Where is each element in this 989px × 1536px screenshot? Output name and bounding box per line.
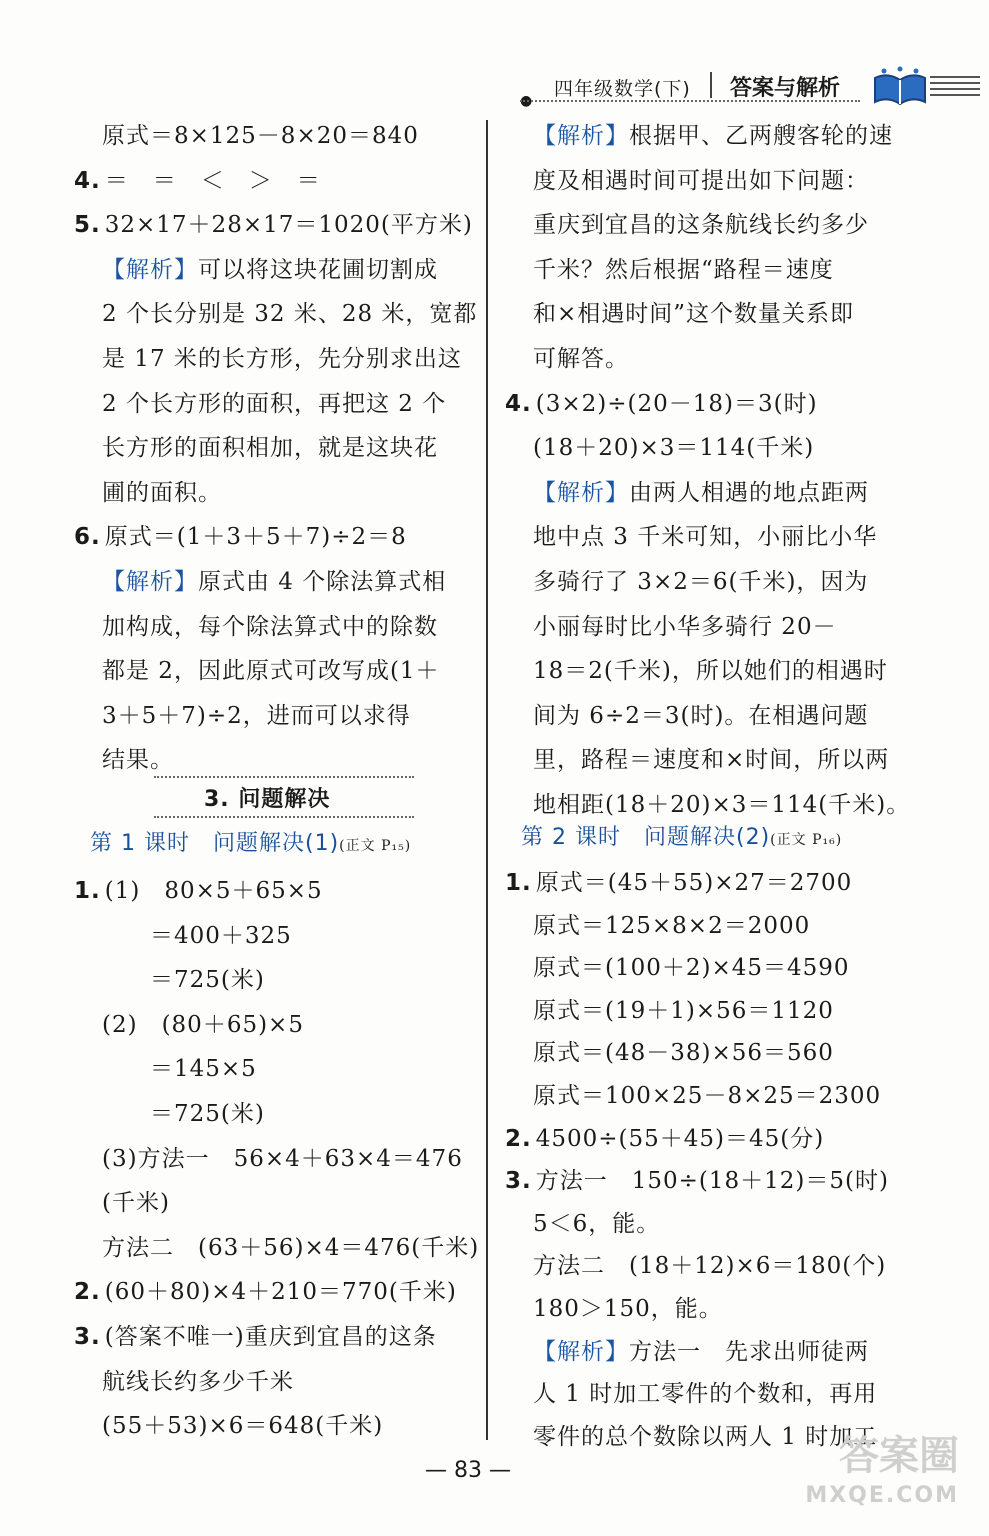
line-text: 零件的总个数除以两人 1 时加工	[533, 1423, 878, 1450]
analysis-tag: 【解析】	[102, 569, 198, 595]
line-text: 5＜6，能。	[533, 1210, 661, 1237]
text-line	[102, 251, 438, 284]
text-line	[533, 474, 869, 507]
line-text: (答案不唯一)重庆到宜昌的这条	[104, 1324, 437, 1350]
line-text: 结果。	[102, 747, 174, 774]
text-line	[533, 1375, 877, 1408]
text-line	[505, 385, 818, 418]
line-text: 地中点 3 千米可知，小丽比小华	[533, 524, 878, 551]
text-line	[102, 697, 411, 730]
text-line	[102, 563, 446, 596]
line-text: 度及相遇时间可提出如下问题：	[533, 167, 869, 194]
item-number: 2.	[505, 1125, 532, 1152]
text-line	[102, 385, 446, 418]
page-number: — 83 —	[425, 1458, 511, 1483]
text-line	[102, 1229, 479, 1262]
line-text: 根据甲、乙两艘客轮的速	[629, 123, 893, 149]
line-text: 可以将这块花圃切割成	[198, 256, 438, 283]
text-line	[505, 1120, 824, 1153]
text-line	[102, 1363, 294, 1396]
text-line	[102, 295, 477, 328]
open-book-icon	[870, 66, 930, 106]
line-text: 方法二 (18＋12)×6＝180(个)	[533, 1253, 887, 1280]
text-line	[102, 1140, 463, 1173]
line-text: 由两人相遇的地点距两	[629, 479, 869, 506]
text-line	[74, 206, 473, 239]
text-line	[74, 872, 323, 905]
text-line	[102, 340, 462, 373]
line-text: ＝725(米)	[102, 967, 265, 994]
line-text: (千米)	[102, 1190, 170, 1217]
line-text: 和×相遇时间”这个数量关系即	[533, 301, 855, 328]
item-number: 5.	[74, 212, 101, 239]
line-text: 原式由 4 个除法算式相	[198, 569, 447, 595]
line-text: ＝400＋325	[102, 922, 292, 949]
text-line	[533, 206, 869, 239]
line-text: (3×2)÷(20－18)＝3(时)	[535, 390, 818, 417]
header-stripes	[930, 76, 980, 100]
line-text: (3)方法一 56×4＋63×4＝476	[102, 1145, 463, 1172]
text-line	[102, 1184, 170, 1217]
line-text: 圃的面积。	[102, 479, 222, 506]
item-number: 1.	[74, 878, 101, 904]
text-line	[74, 1273, 457, 1306]
text-line	[74, 162, 321, 195]
text-line	[533, 1247, 886, 1280]
line-text: 地相距(18＋20)×3＝114(千米)。	[533, 792, 911, 818]
item-number: 3.	[74, 1324, 101, 1350]
analysis-tag: 【解析】	[533, 1338, 629, 1365]
line-text: 原式＝(48－38)×56＝560	[533, 1040, 834, 1067]
line-text: 方法一 先求出师徒两	[629, 1338, 869, 1365]
text-line	[533, 741, 889, 774]
line-text: (2) (80＋65)×5	[102, 1011, 304, 1038]
line-text: 都是 2，因此原式可改写成(1＋	[102, 658, 440, 685]
text-line	[102, 608, 438, 641]
line-text: 方法一 150÷(18＋12)＝5(时)	[535, 1168, 889, 1195]
text-line	[102, 1407, 383, 1440]
lesson-title: 第 2 课时 问题解决(2)(正文 P₁₆)	[521, 825, 843, 850]
section-title: 3. 问题解决	[204, 787, 331, 812]
text-line	[533, 1077, 881, 1110]
line-text: 原式＝100×25－8×25＝2300	[533, 1083, 882, 1109]
text-line	[505, 1162, 889, 1195]
line-text: 180＞150，能。	[533, 1296, 723, 1322]
text-line	[102, 1095, 265, 1128]
item-number: 4.	[74, 167, 101, 194]
line-text: 加构成，每个除法算式中的除数	[102, 613, 438, 640]
column-divider	[486, 120, 488, 1440]
line-text: 重庆到宜昌的这条航线长约多少	[533, 212, 869, 239]
item-number: 4.	[505, 390, 532, 417]
line-text: 里，路程＝速度和×时间，所以两	[533, 747, 890, 774]
text-line	[74, 1318, 437, 1351]
line-text: 航线长约多少千米	[102, 1368, 294, 1395]
text-line	[533, 563, 868, 596]
text-line	[74, 518, 407, 551]
line-text: 原式＝8×125－8×20＝840	[102, 123, 419, 149]
line-text: (60＋80)×4＋210＝770(千米)	[104, 1279, 457, 1306]
line-text: (18＋20)×3＝114(千米)	[533, 435, 815, 462]
header-section: 答案与解析	[730, 76, 841, 101]
line-text: 32×17＋28×17＝1020(平方米)	[104, 212, 473, 239]
line-text: 3＋5＋7)÷2，进而可以求得	[102, 702, 411, 729]
line-text: 千米？然后根据“路程＝速度	[533, 256, 834, 283]
text-line	[533, 429, 814, 462]
analysis-tag: 【解析】	[102, 256, 198, 283]
dot-icon: ●	[520, 93, 533, 109]
header-divider	[710, 72, 712, 98]
line-text: 长方形的面积相加，就是这块花	[102, 435, 438, 462]
analysis-tag: 【解析】	[533, 479, 629, 506]
text-line	[533, 652, 888, 685]
line-text: ＝725(米)	[102, 1101, 265, 1127]
header-grade: 四年级数学(下)	[554, 78, 691, 100]
text-line	[102, 741, 174, 774]
text-line	[533, 117, 893, 150]
lesson-title: 第 1 课时 问题解决(1)(正文 P₁₅)	[90, 831, 412, 856]
text-line	[102, 917, 292, 950]
line-text: 18＝2(千米)，所以她们的相遇时	[533, 658, 888, 685]
text-line	[533, 949, 850, 982]
text-line	[533, 1333, 869, 1366]
line-text: 4500÷(55＋45)＝45(分)	[535, 1125, 825, 1152]
text-line	[533, 1205, 660, 1238]
text-line	[533, 608, 837, 641]
text-line	[533, 992, 834, 1025]
section-divider	[154, 776, 414, 778]
text-line	[533, 251, 834, 284]
line-text: 2 个长方形的面积，再把这 2 个	[102, 390, 447, 417]
text-line	[102, 961, 265, 994]
line-text: ＝145×5	[102, 1056, 257, 1083]
page-reference: (正文 P₁₆)	[770, 832, 843, 848]
line-text: 原式＝125×8×2＝2000	[533, 912, 811, 939]
analysis-tag: 【解析】	[533, 123, 629, 149]
line-text: 方法二 (63＋56)×4＝476(千米)	[102, 1234, 480, 1261]
line-text: 小丽每时比小华多骑行 20－	[533, 613, 837, 640]
line-text: (1) 80×5＋65×5	[104, 878, 323, 904]
text-line	[102, 429, 438, 462]
watermark-logo: 答案圈 MXQE.COM	[805, 1433, 959, 1508]
line-text: 多骑行了 3×2＝6(千米)，因为	[533, 569, 869, 595]
line-text: ＝ ＝ ＜ ＞ ＝	[104, 167, 321, 194]
text-line	[533, 340, 629, 373]
text-line	[505, 864, 852, 897]
page-reference: (正文 P₁₅)	[339, 838, 412, 854]
item-number: 3.	[505, 1168, 532, 1195]
text-line	[102, 1050, 257, 1083]
text-line	[102, 117, 419, 150]
line-text: 原式＝(100＋2)×45＝4590	[533, 955, 850, 982]
item-number: 1.	[505, 870, 532, 896]
section-divider	[154, 816, 414, 818]
text-line	[102, 474, 222, 507]
text-line	[102, 652, 440, 685]
line-text: 2 个长分别是 32 米、28 米，宽都	[102, 301, 478, 328]
line-text: 是 17 米的长方形，先分别求出这	[102, 346, 462, 372]
line-text: 原式＝(1＋3＋5＋7)÷2＝8	[104, 524, 407, 551]
text-line	[533, 697, 868, 730]
text-line	[533, 907, 810, 940]
item-number: 6.	[74, 524, 101, 551]
text-line	[533, 1290, 723, 1323]
line-text: 间为 6÷2＝3(时)。在相遇问题	[533, 702, 869, 729]
page-header	[520, 66, 980, 109]
line-text: 人 1 时加工零件的个数和，再用	[533, 1381, 878, 1408]
line-text: 可解答。	[533, 346, 629, 372]
line-text: 原式＝(45＋55)×27＝2700	[535, 870, 853, 896]
text-line	[533, 1034, 834, 1067]
text-line	[533, 518, 877, 551]
text-line	[533, 786, 910, 819]
text-line	[102, 1006, 304, 1039]
item-number: 2.	[74, 1279, 101, 1306]
text-line	[533, 295, 854, 328]
text-line	[533, 162, 869, 195]
line-text: (55＋53)×6＝648(千米)	[102, 1413, 384, 1440]
line-text: 原式＝(19＋1)×56＝1120	[533, 997, 834, 1024]
